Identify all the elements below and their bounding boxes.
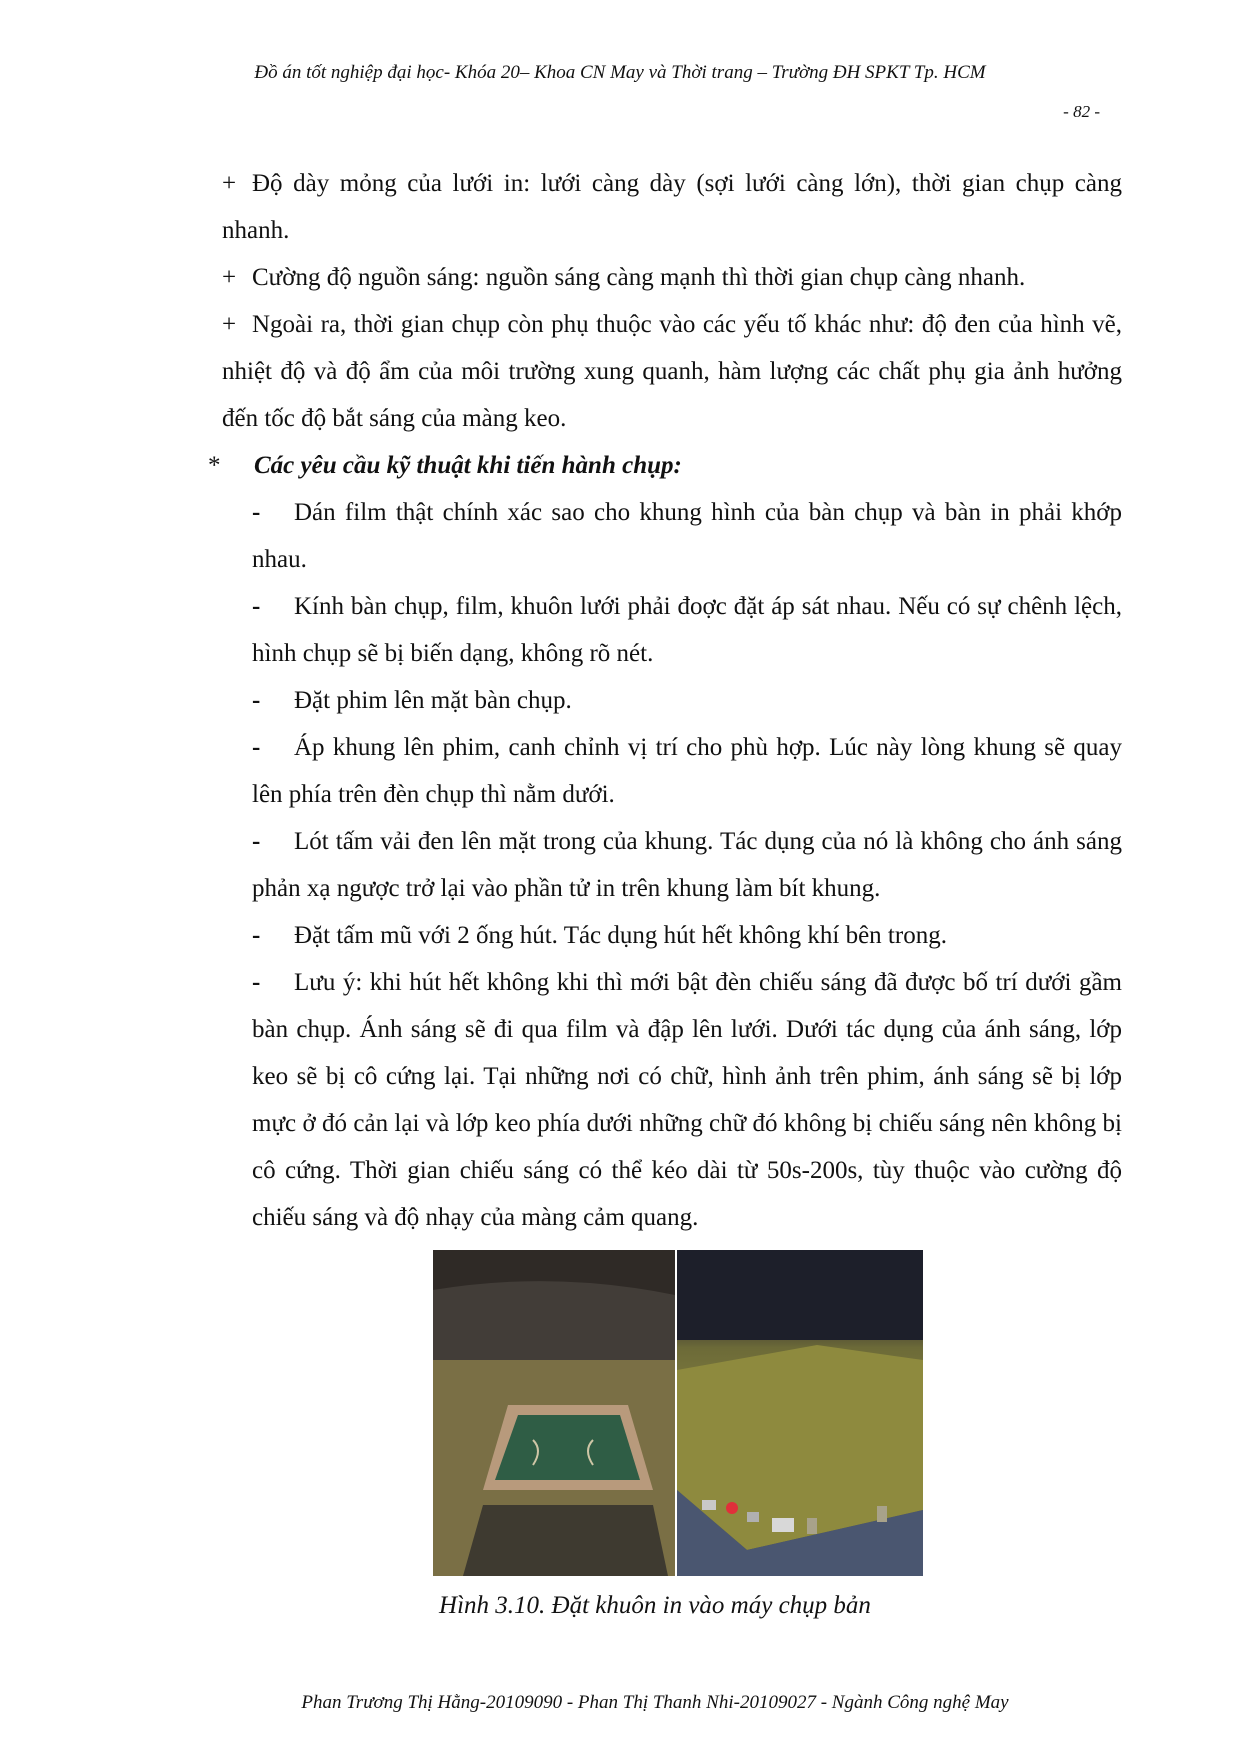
plus-item-text: Độ dày mỏng của lưới in: lưới càng dày (sợi lưới càng lớn), thời gian chụp càng nhanh. — [222, 170, 1122, 244]
dash-marker: - — [252, 499, 261, 526]
photo-right-latch — [877, 1506, 887, 1522]
photo-right-background — [677, 1250, 923, 1340]
photo-left-glass — [463, 1505, 668, 1576]
dash-marker: - — [252, 734, 261, 761]
dash-marker: - — [252, 922, 261, 949]
plus-item — [222, 160, 1122, 254]
photo-right-switch — [702, 1500, 716, 1510]
section-heading-text: Các yêu cầu kỹ thuật khi tiến hành chụp: — [254, 452, 682, 479]
photo-right-switch — [747, 1512, 759, 1522]
plus-marker: + — [222, 170, 237, 197]
dash-item — [252, 912, 1122, 959]
dash-marker: - — [252, 969, 261, 996]
body-text — [208, 160, 1122, 1241]
photo-right-illustration — [677, 1250, 923, 1576]
photo-right-label-plate — [772, 1518, 794, 1532]
plus-item-text: Cường độ nguồn sáng: nguồn sáng càng mạnh thì thời gian chụp càng nhanh. — [252, 264, 1026, 291]
section-marker: * — [208, 452, 221, 479]
section-heading — [208, 442, 1122, 489]
photo-left-illustration — [433, 1250, 675, 1576]
photo-left-lid-glare — [433, 1281, 675, 1360]
figure-photos — [433, 1250, 923, 1576]
dash-item — [252, 677, 1122, 724]
dash-item-text: Đặt tấm mũ với 2 ống hút. Tác dụng hút hết không khí bên trong. — [294, 922, 947, 949]
running-header: Đồ án tốt nghiệp đại học- Khóa 20– Khoa CN May và Thời trang – Trường ĐH SPKT Tp. HCM — [254, 62, 986, 83]
dash-item-text: Kính bàn chụp, film, khuôn lưới phải đoợc đặt áp sát nhau. Nếu có sự chênh lệch, hình chụp sẽ bị biến dạng, không rõ nét. — [252, 593, 1122, 667]
dash-marker: - — [252, 687, 261, 714]
dash-item — [252, 724, 1122, 818]
dash-item-text: Lót tấm vải đen lên mặt trong của khung. Tác dụng của nó là không cho ánh sáng phản xạ ngược trở lại vào phần tử in trên khung làm bít khung. — [252, 828, 1122, 902]
dash-item-text: Đặt phim lên mặt bàn chụp. — [294, 687, 572, 714]
plus-marker: + — [222, 311, 237, 338]
running-footer: Phan Trương Thị Hằng-20109090 - Phan Thị Thanh Nhi-20109027 - Ngành Công nghệ May — [301, 1692, 1009, 1713]
dash-item-text: Dán film thật chính xác sao cho khung hình của bàn chụp và bàn in phải khớp nhau. — [252, 499, 1122, 573]
page-number: - 82 - — [1063, 102, 1100, 121]
dash-item — [252, 959, 1122, 1241]
photo-left-screen — [495, 1415, 640, 1480]
dash-item — [252, 489, 1122, 583]
photo-screen-frame-in-exposure-unit — [433, 1250, 675, 1576]
dash-item — [252, 583, 1122, 677]
dash-marker: - — [252, 828, 261, 855]
plus-marker: + — [222, 264, 237, 291]
photo-right-indicator-light — [726, 1502, 738, 1514]
photo-right-latch — [807, 1518, 817, 1534]
plus-item — [222, 301, 1122, 442]
plus-item-text: Ngoài ra, thời gian chụp còn phụ thuộc vào các yếu tố khác như: độ đen của hình vẽ, nhiệt độ và độ ẩm của môi trường xung quanh, hàm lượng các chất phụ gia ảnh hưởng đến tốc độ bắt sáng của màng keo. — [222, 311, 1122, 432]
dash-item-text: Lưu ý: khi hút hết không khi thì mới bật đèn chiếu sáng đã được bố trí dưới gầm bàn chụp. Ánh sáng sẽ đi qua film và đập lên lưới. Dưới tác dụng của ánh sáng, lớp keo sẽ bị cô cứng lại. Tại những nơi có chữ, hình ảnh trên phim, ánh sáng sẽ bị lớp mực ở đó cản lại và lớp keo phía dưới những chữ đó không bị chiếu sáng nên không bị cô cứng. Thời gian chiếu sáng có thể kéo dài từ 50s-200s, tùy thuộc vào cường độ chiếu sáng và độ nhạy của màng cảm quang. — [252, 969, 1122, 1231]
dash-item-text: Áp khung lên phim, canh chỉnh vị trí cho phù hợp. Lúc này lòng khung sẽ quay lên phía trên đèn chụp thì nằm dưới. — [252, 734, 1122, 808]
photo-exposure-table — [677, 1250, 923, 1576]
dash-marker: - — [252, 593, 261, 620]
dash-item — [252, 818, 1122, 912]
plus-item — [222, 254, 1122, 301]
figure-caption: Hình 3.10. Đặt khuôn in vào máy chụp bản — [439, 1592, 871, 1619]
